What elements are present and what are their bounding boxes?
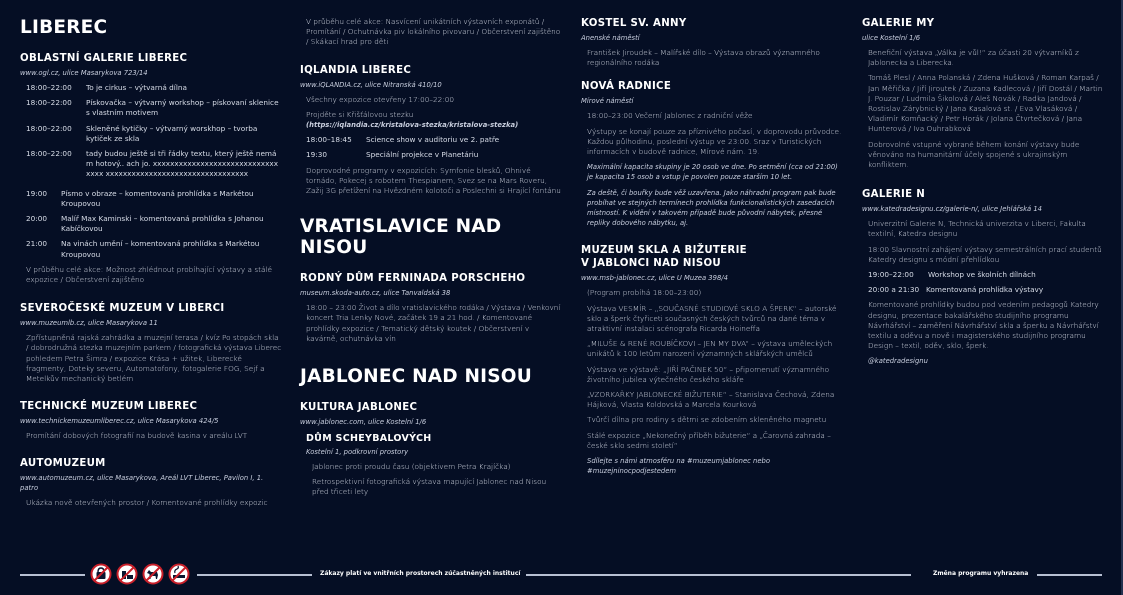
no-food-icon: [90, 563, 112, 585]
prohibition-icons: [90, 563, 190, 585]
radnice-note-capacity: Maximální kapacita skupiny je 20 osob ve dne. Po setmění (cca od 21:00) je kapacita 15 osob a vstup je povolen pouze starším 10 let.: [587, 163, 838, 182]
program-row: 18:00–22:00 tady budou ještě si tři řádky textu, který ještě nemám hotový.. ach jo. xxxxxxxxxxxxxxxxxxxxxxxxxxxxxxxxx xxxxxxxxxxxxxxxxxxxxxxxxxxxxxxxxx: [26, 149, 279, 179]
iqlandia-open-hours: Všechny expozice otevřeny 17:00–22:00: [306, 94, 455, 104]
brewery-note: V průběhu celé akce: Nasvícení unikátních výstavních exponátů / Promítání / Ochutnávka piv lokálního pivovaru / Občerstvení zajištěno / Skákací hrad pro děti: [306, 17, 561, 47]
venue-radnice-address: Mírové náměstí: [581, 97, 634, 106]
venue-iqlandia-address: www.iQLANDIA.cz, ulice Nitranská 410/10: [300, 80, 442, 89]
venue-sml-text: Zpřístupněná rajská zahrádka a muzejní terasa / kvíz Po stopách skla / dobrodružná stezka muzejním parkem / fotografická výstava Liberec pohledem Petra Šimra / expozice Krása + užitek, Liberecké fragmenty, Doteky severu, Automatofony, fotogalerie FOG, Sejf a Metelkův mechanický betlém: [26, 333, 282, 384]
iqlandia-trail-link[interactable]: (https://iqlandia.cz/kristalova-stezka/kristalova-stezka): [306, 121, 519, 130]
venue-porsche-address: museum.skoda-auto.cz, ulice Tanvaldská 38: [300, 289, 451, 298]
column-liberec: [20, 17, 282, 514]
venue-galerie-n-title: GALERIE N: [862, 189, 926, 201]
msb-item: „VZORKAŘKY JABLONECKÉ BIŽUTERIE“ – Stanislava Čechová, Zdena Hájková, Vlasta Koldovská a Marcela Kourková: [587, 390, 835, 410]
venue-ogl-title: OBLASTNÍ GALERIE LIBEREC: [20, 53, 188, 64]
city-title-vratislavice: VRATISLAVICE NAD NISOU: [300, 216, 502, 259]
venue-automuzeum-title: AUTOMUZEUM: [20, 458, 106, 470]
scheybal-item: Retrospektivní fotografická výstava mapující Jablonec nad Nisou před třiceti lety: [312, 477, 547, 497]
venue-automuzeum-address: www.automuzeum.cz, ulice Masarykova, Areál LVT Liberec, Pavilon I, 1. patro: [20, 474, 264, 493]
galerie-my-note: Dobrovolné vstupné vybrané během konání výstavy bude věnováno na humanitární účely spojené s ukrajinským konfliktem.: [868, 139, 1080, 170]
city-title-liberec: LIBEREC: [20, 17, 108, 38]
venue-porsche-title: RODNÝ DŮM FERNINADA PORSCHEHO: [300, 273, 526, 285]
galerie-n-intro: Univerzitní Galerie N, Technická univerzita v Liberci, Fakulta textilní, Katedra designu: [868, 219, 1086, 239]
no-smoking-icon: [168, 563, 190, 585]
venue-galerie-my-address: ulice Kostelní 1/6: [862, 34, 921, 42]
venue-automuzeum-text: Ukázka nově otevřených prostor / Komentované prohlídky expozic: [26, 498, 268, 508]
iqlandia-trail: Projděte si Křišťálovou stezku: [306, 109, 414, 119]
venue-msb-address: www.msb-jablonec.cz, ulice U Muzea 398/4: [581, 274, 728, 283]
iqlandia-note: Doprovodné programy v expozicích: Symfonie blesků, Ohnivé tornádo, Pokecej s robotem Thespianem, Svez se na Mars Roveru, Zažij 3G přetížení na Hvězdném kolotoči a Poslechni si Hrající fontánu: [306, 165, 561, 196]
radnice-text: Výstupy se konají pouze za příznivého počasí, v doprovodu průvodce. Každou půlhodinu, poslední výstup ve 23:00. Sraz v Turistických informacích v budově radnice, Mírové nám. 19.: [587, 126, 842, 157]
program-row: 21:00 Na vinách umění – komentovaná prohlídka s Markétou Kroupovou: [26, 239, 260, 259]
program-row: 19:00 Písmo v obraze – komentovaná prohlídka s Markétou Kroupovou: [26, 188, 254, 208]
venue-scheybal-title: DŮM SCHEYBALOVÝCH: [306, 433, 432, 445]
venue-ogl-address: www.ogl.cz, ulice Masarykova 723/14: [20, 69, 148, 77]
footer-divider: [526, 574, 911, 576]
footer-divider: [20, 574, 85, 576]
program-row: 18:00–22:00 Pískovačka – výtvarný workshop – pískovaní sklenice s vlastním motivem: [26, 98, 279, 118]
program-row: 20:00 Malíř Max Kaminski – komentovaná prohlídka s Johanou Kabíčkovou: [26, 214, 264, 234]
venue-sml-title: SEVEROČESKÉ MUZEUM V LIBERCI: [20, 303, 225, 315]
column-jablonec: [581, 17, 843, 481]
program-row: 18:00–18:45 Science show v auditoriu ve 2. patře: [306, 135, 500, 145]
msb-item: Tvůrčí dílna pro rodiny s dětmi se zdobením skleněného magnetu: [587, 415, 827, 425]
no-dogs-icon: [142, 563, 164, 585]
msb-item: Stálé expozice „Nekonečný příběh bižuterie“ a „Čarovná zahrada – české sklo sedmi století“: [587, 430, 831, 450]
program-row: 18:00–22:00 To je cirkus – výtvarná dílna: [26, 83, 187, 92]
city-title-jablonec: JABLONEC NAD NISOU: [300, 366, 532, 388]
venue-sml-address: www.muzeumlb.cz, ulice Masarykova 11: [20, 319, 158, 328]
program-row: 20:00 a 21:30 Komentovaná prohlídka výstavy: [868, 285, 1044, 295]
galerie-my-intro: Benefiční výstava „Válka je vůl!“ za účasti 20 výtvarníků z Jablonecka a Liberecka.: [868, 48, 1079, 68]
radnice-event: 18:00–23:00 Večerní Jablonec z radniční věže: [587, 111, 753, 121]
venue-kultura-title: KULTURA JABLONEC: [300, 402, 418, 414]
footer-change-notice: Změna programu vyhrazena: [933, 570, 1029, 577]
venue-kultura-address: www.jablonec.com, ulice Kostelní 1/6: [300, 418, 427, 427]
msb-item: (Program probíhá 18:00–23:00): [587, 288, 702, 298]
venue-msb-title: MUZEUM SKLA A BIŽUTERIE V JABLONCI NAD NISOU: [581, 245, 747, 270]
venue-anna-text: František Jiroudek – Malířské dílo – Výstava obrazů významného regionálního rodáka: [587, 48, 820, 68]
venue-porsche-text: 18:00 – 23:00 Život a dílo vratislavického rodáka / Výstava / Venkovní koncert Tria Lenky Nové, začátek 19 a 21 hod. / Komentované prohlídky expozice / Tematický dětský koutek / Občerstvení v kavárně, ochutnávka vín: [306, 303, 561, 343]
program-row: 18:00–22:00 Skleněné kytičky – výtvarný worskhop – tvorba kytiček ze skla: [26, 123, 258, 143]
venue-tml-title: TECHNICKÉ MUZEUM LIBEREC: [20, 401, 198, 413]
program-row: 19:30 Speciální projekce v Planetáriu: [306, 150, 479, 160]
radnice-note-weather: Za deště, či bouřky bude věž uzavřena. Jako náhradní program pak bude probíhat ve stejných termínech prohlídka funkcionalistických zasedacích místností. K vidění v takovém případě bude původní nábytek, přesné repliky dobového nábytku, aj.: [587, 188, 836, 228]
footer-rules-text: Zákazy platí ve vnitřních prostorech zúčastněných institucí: [320, 570, 521, 577]
column-liberec-2: [300, 17, 562, 503]
galerie-n-handle[interactable]: @katedradesignu: [868, 357, 928, 366]
venue-iqlandia-title: IQLANDIA LIBEREC: [300, 64, 412, 76]
galerie-my-artists: Tomáš Plesl / Anna Polanská / Zdena Hušková / Roman Karpaš / Jan Měřička / Jiří Jiroutek / Zuzana Kadlecová / Jiří Dostál / Martin J. Pouzar / Ludmila Šikolová / Aleš Novák / Radka Jandová / Rostislav Zárybnický / Jana Kasalová st. / Eva Vlasáková / Vladimír Komňacký / Petr Horák / Jolana Čtvrtečková / Jana Hunterová / Iva Ouhrabková: [868, 73, 1103, 134]
msb-item: Výstava VESMÍR – „SOUČASNÉ STUDIOVÉ SKLO A ŠPERK“ – autorské sklo a šperk čtyřiceti současných českých tvůrců na dané téma v atraktivní instalaci scénografa Ricarda Hoineffa: [587, 303, 837, 334]
venue-ogl-note: V průběhu celé akce: Možnost zhlédnout probíhající výstavy a stálé expozice / Občerstvení zajištěno: [26, 264, 273, 285]
venue-anna-address: Anenské náměstí: [581, 34, 640, 42]
venue-galerie-n-address: www.katedradesignu.cz/galerie-n/, ulice Jehlářská 14: [862, 205, 1042, 214]
footer-divider: [1037, 574, 1102, 576]
msb-hashtag: Sdílejte s námi atmosféru na #muzeumjablonec nebo #muzejninocpodjestedem: [587, 457, 771, 476]
msb-item: „MILUŠE & RENÉ ROUBÍČKOVI – JEN MY DVA“ – výstava uměleckých unikátů k 100 letům narození významných sklářských umělců: [587, 339, 833, 359]
venue-galerie-my-title: GALERIE MY: [862, 18, 935, 29]
venue-radnice-title: NOVÁ RADNICE: [581, 81, 672, 93]
scheybal-item: Jablonec proti proudu času (objektivem Petra Krajíčka): [312, 462, 511, 472]
venue-anna-title: KOSTEL SV. ANNY: [581, 18, 687, 29]
galerie-n-note: Komentované prohlídky budou pod vedením pedagogů Katedry designu, prezentace bakalářského studijního programu Návrhářství – zaměření Návrhářství skla a šperku a Návrhářství textilu a oděvu a nově i magisterského studijního programu Design – textil, oděv, sklo, šperk.: [868, 300, 1099, 351]
venue-scheybal-address: Kostelní 1, podkrovní prostory: [306, 448, 409, 457]
galerie-n-opening: 18:00 Slavnostní zahájení výstavy semestrálních prací studentů Katedry designu s módní přehlídkou: [868, 244, 1102, 264]
no-drinks-icon: [116, 563, 138, 585]
footer-divider: [197, 574, 312, 576]
msb-item: Výstava ve výstavě: „JIŘÍ PAČINEK 50“ – připomenutí významného životního jubilea výtečného českého skláře: [587, 364, 830, 384]
program-row: 19:00–22:00 Workshop ve školních dílnách: [868, 270, 1036, 280]
column-galleries: [862, 17, 1107, 372]
venue-tml-text: Promítání dobových fotografií na budově kasina v areálu LVT: [26, 431, 248, 441]
venue-tml-address: www.technickemuzeumliberec.cz, ulice Masarykova 424/5: [20, 417, 219, 426]
